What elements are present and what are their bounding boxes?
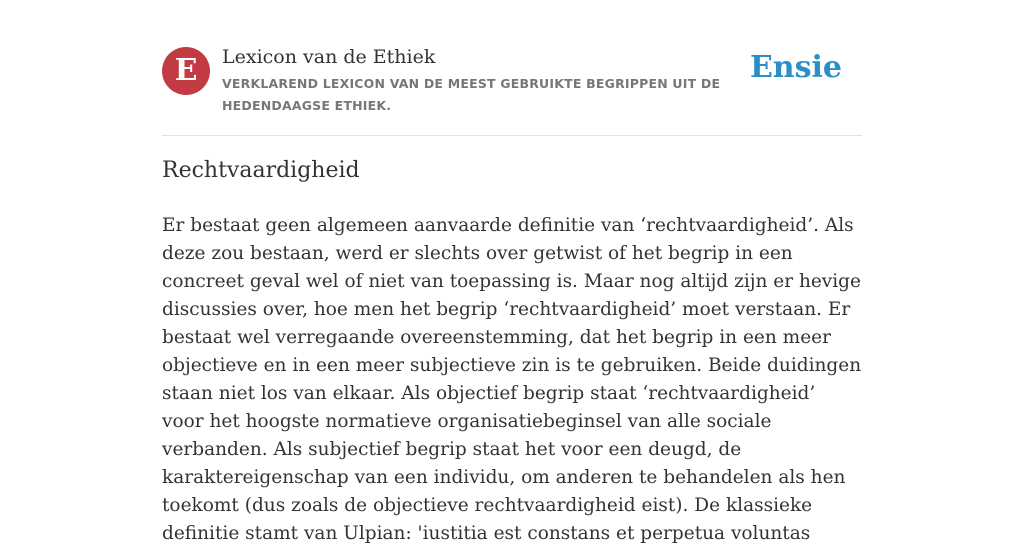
source-title[interactable]: Lexicon van de Ethiek (222, 46, 436, 68)
header-divider (162, 135, 862, 136)
source-header (162, 44, 862, 116)
source-description: VERKLAREND LEXICON VAN DE MEEST GEBRUIKTE BEGRIPPEN UIT DE HEDENDAAGSE ETHIEK. (222, 76, 721, 113)
ensie-brand-link[interactable]: Ensie (749, 50, 842, 85)
lexicon-logo[interactable]: E (162, 47, 210, 95)
article-body: Er bestaat geen algemeen aanvaarde definitie van ‘rechtvaardigheid’. Als deze zou bestaan, werd er slechts over getwist of het begrip in een concreet geval wel of niet van toepassing is. Maar nog altijd zijn er hevige discussies over, hoe men het begrip ‘rechtvaardigheid’ moet verstaan. Er bestaat wel verregaande overeenstemming, dat het begrip in een meer objectieve en in een meer subjectieve zin is te gebruiken. Beide duidingen staan niet los van elkaar. Als objectief begrip staat ‘rechtvaardigheid’ voor het hoogste normatieve organisatiebeginsel van alle sociale verbanden. Als subjectief begrip staat het voor een deugd, de karaktereigenschap van een individu, om anderen te behandelen als hen toekomt (dus zoals de objectieve rechtvaardigheid eist). De klassieke definitie stamt van Ulpian: 'iustitia est constans et perpetua voluntas (162, 215, 862, 544)
article-title: Rechtvaardigheid (162, 158, 360, 183)
